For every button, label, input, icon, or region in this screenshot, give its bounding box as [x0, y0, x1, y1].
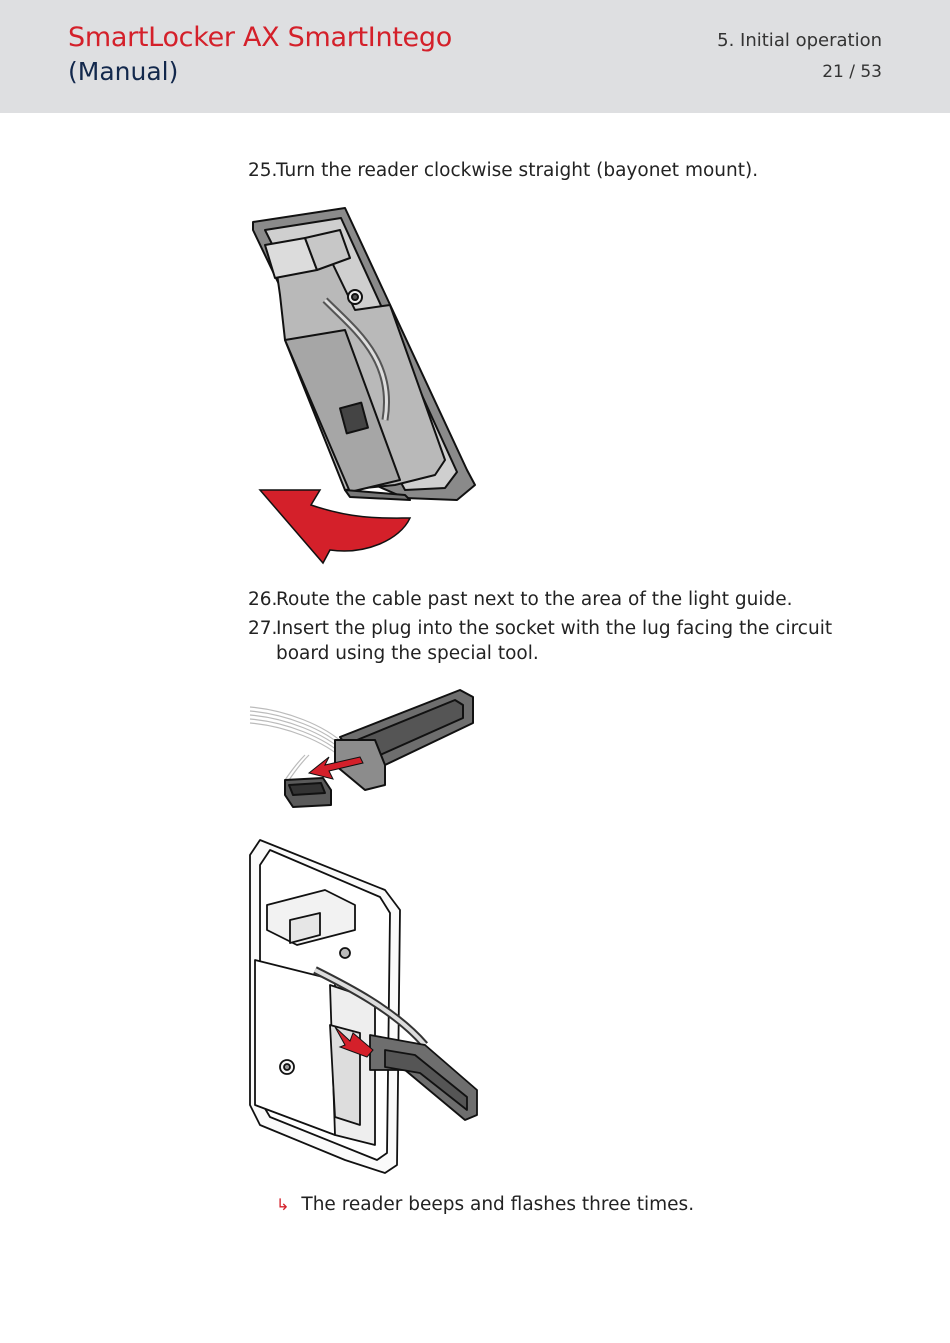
- step-text: Turn the reader clockwise straight (bayonet mount).: [276, 160, 759, 181]
- document-title: SmartLocker AX SmartIntego: [68, 22, 452, 53]
- plug-tool-illustration: [245, 685, 480, 815]
- step-text: Route the cable past next to the area of the light guide.: [276, 589, 793, 610]
- result-arrow-icon: ↳: [276, 1195, 290, 1214]
- step-25: [248, 158, 876, 183]
- step-number: 26.: [248, 589, 278, 610]
- reader-rotation-illustration: [245, 200, 480, 565]
- step-27: [248, 616, 876, 666]
- result-line: [276, 1194, 694, 1215]
- page-header: [0, 0, 950, 113]
- step-26: [248, 587, 876, 612]
- section-title: 5. Initial operation: [717, 30, 882, 51]
- page-number: 21 / 53: [822, 62, 882, 82]
- document-subtitle: (Manual): [68, 57, 179, 86]
- reader-plug-insertion-illustration: [245, 835, 480, 1175]
- step-number: 25.: [248, 160, 278, 181]
- result-text: The reader beeps and flashes three times.: [301, 1194, 695, 1215]
- step-text: Insert the plug into the socket with the lug facing the circuit board using the special tool.: [276, 618, 833, 664]
- step-number: 27.: [248, 618, 278, 639]
